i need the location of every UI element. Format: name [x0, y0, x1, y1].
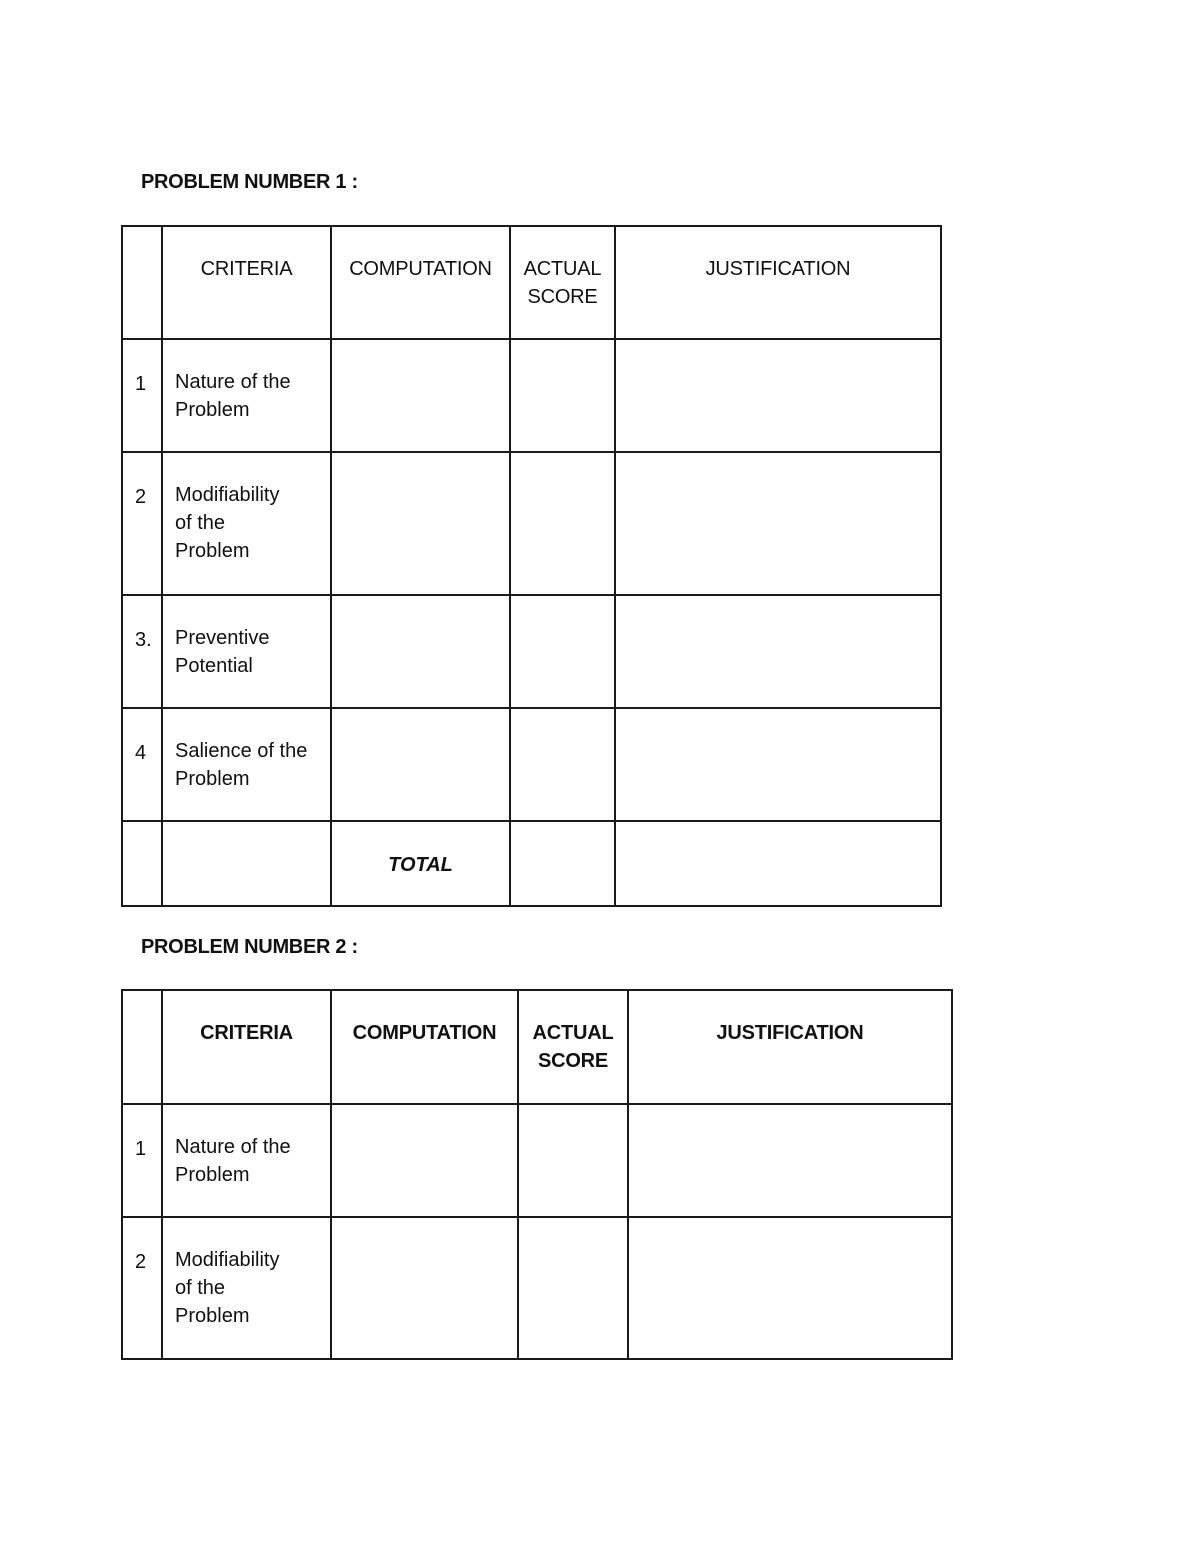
- computation-cell[interactable]: [331, 1104, 518, 1217]
- total-row: [122, 821, 941, 906]
- computation-cell[interactable]: [331, 1217, 518, 1359]
- number-header: [122, 226, 162, 339]
- justification-cell[interactable]: [615, 452, 941, 595]
- justification-header: JUSTIFICATION: [628, 990, 952, 1104]
- row-number: 3.: [122, 595, 162, 708]
- criteria-cell: Nature of the Problem: [162, 1104, 331, 1217]
- actual-score-cell[interactable]: [510, 595, 615, 708]
- criteria-header: CRITERIA: [162, 226, 331, 339]
- actual-score-header: ACTUAL SCORE: [518, 990, 628, 1104]
- computation-cell[interactable]: [331, 595, 510, 708]
- table-header-row: [122, 990, 952, 1104]
- criteria-header: CRITERIA: [162, 990, 331, 1104]
- computation-header: COMPUTATION: [331, 226, 510, 339]
- row-number: 2: [122, 1217, 162, 1359]
- computation-header: COMPUTATION: [331, 990, 518, 1104]
- criteria-cell: Nature of the Problem: [162, 339, 331, 452]
- actual-score-cell[interactable]: [518, 1217, 628, 1359]
- criteria-cell: Preventive Potential: [162, 595, 331, 708]
- table-header-row: [122, 226, 941, 339]
- number-header: [122, 990, 162, 1104]
- actual-score-cell[interactable]: [518, 1104, 628, 1217]
- table-row: [122, 339, 941, 452]
- total-justification-cell[interactable]: [615, 821, 941, 906]
- table-row: [122, 1104, 952, 1217]
- criteria-cell: Modifiability of the Problem: [162, 452, 331, 595]
- actual-score-cell[interactable]: [510, 452, 615, 595]
- row-number: 4: [122, 708, 162, 821]
- row-number: 1: [122, 1104, 162, 1217]
- computation-cell[interactable]: [331, 708, 510, 821]
- problem-2-heading: PROBLEM NUMBER 2 :: [141, 936, 358, 958]
- computation-cell[interactable]: [331, 452, 510, 595]
- justification-cell[interactable]: [628, 1104, 952, 1217]
- justification-header: JUSTIFICATION: [615, 226, 941, 339]
- row-number: 1: [122, 339, 162, 452]
- row-number: 2: [122, 452, 162, 595]
- total-label: TOTAL: [331, 821, 510, 906]
- actual-score-cell[interactable]: [510, 339, 615, 452]
- criteria-cell: Modifiability of the Problem: [162, 1217, 331, 1359]
- total-score-cell[interactable]: [510, 821, 615, 906]
- justification-cell[interactable]: [615, 595, 941, 708]
- criteria-cell: Salience of the Problem: [162, 708, 331, 821]
- total-criteria-cell: [162, 821, 331, 906]
- table-row: [122, 452, 941, 595]
- table-row: [122, 595, 941, 708]
- computation-cell[interactable]: [331, 339, 510, 452]
- justification-cell[interactable]: [615, 339, 941, 452]
- total-number-cell: [122, 821, 162, 906]
- justification-cell[interactable]: [628, 1217, 952, 1359]
- problem-2-criteria-table: [121, 989, 953, 1360]
- table-row: [122, 708, 941, 821]
- actual-score-cell[interactable]: [510, 708, 615, 821]
- problem-1-criteria-table: [121, 225, 942, 907]
- problem-1-heading: PROBLEM NUMBER 1 :: [141, 171, 358, 193]
- actual-score-header: ACTUAL SCORE: [510, 226, 615, 339]
- justification-cell[interactable]: [615, 708, 941, 821]
- table-row: [122, 1217, 952, 1359]
